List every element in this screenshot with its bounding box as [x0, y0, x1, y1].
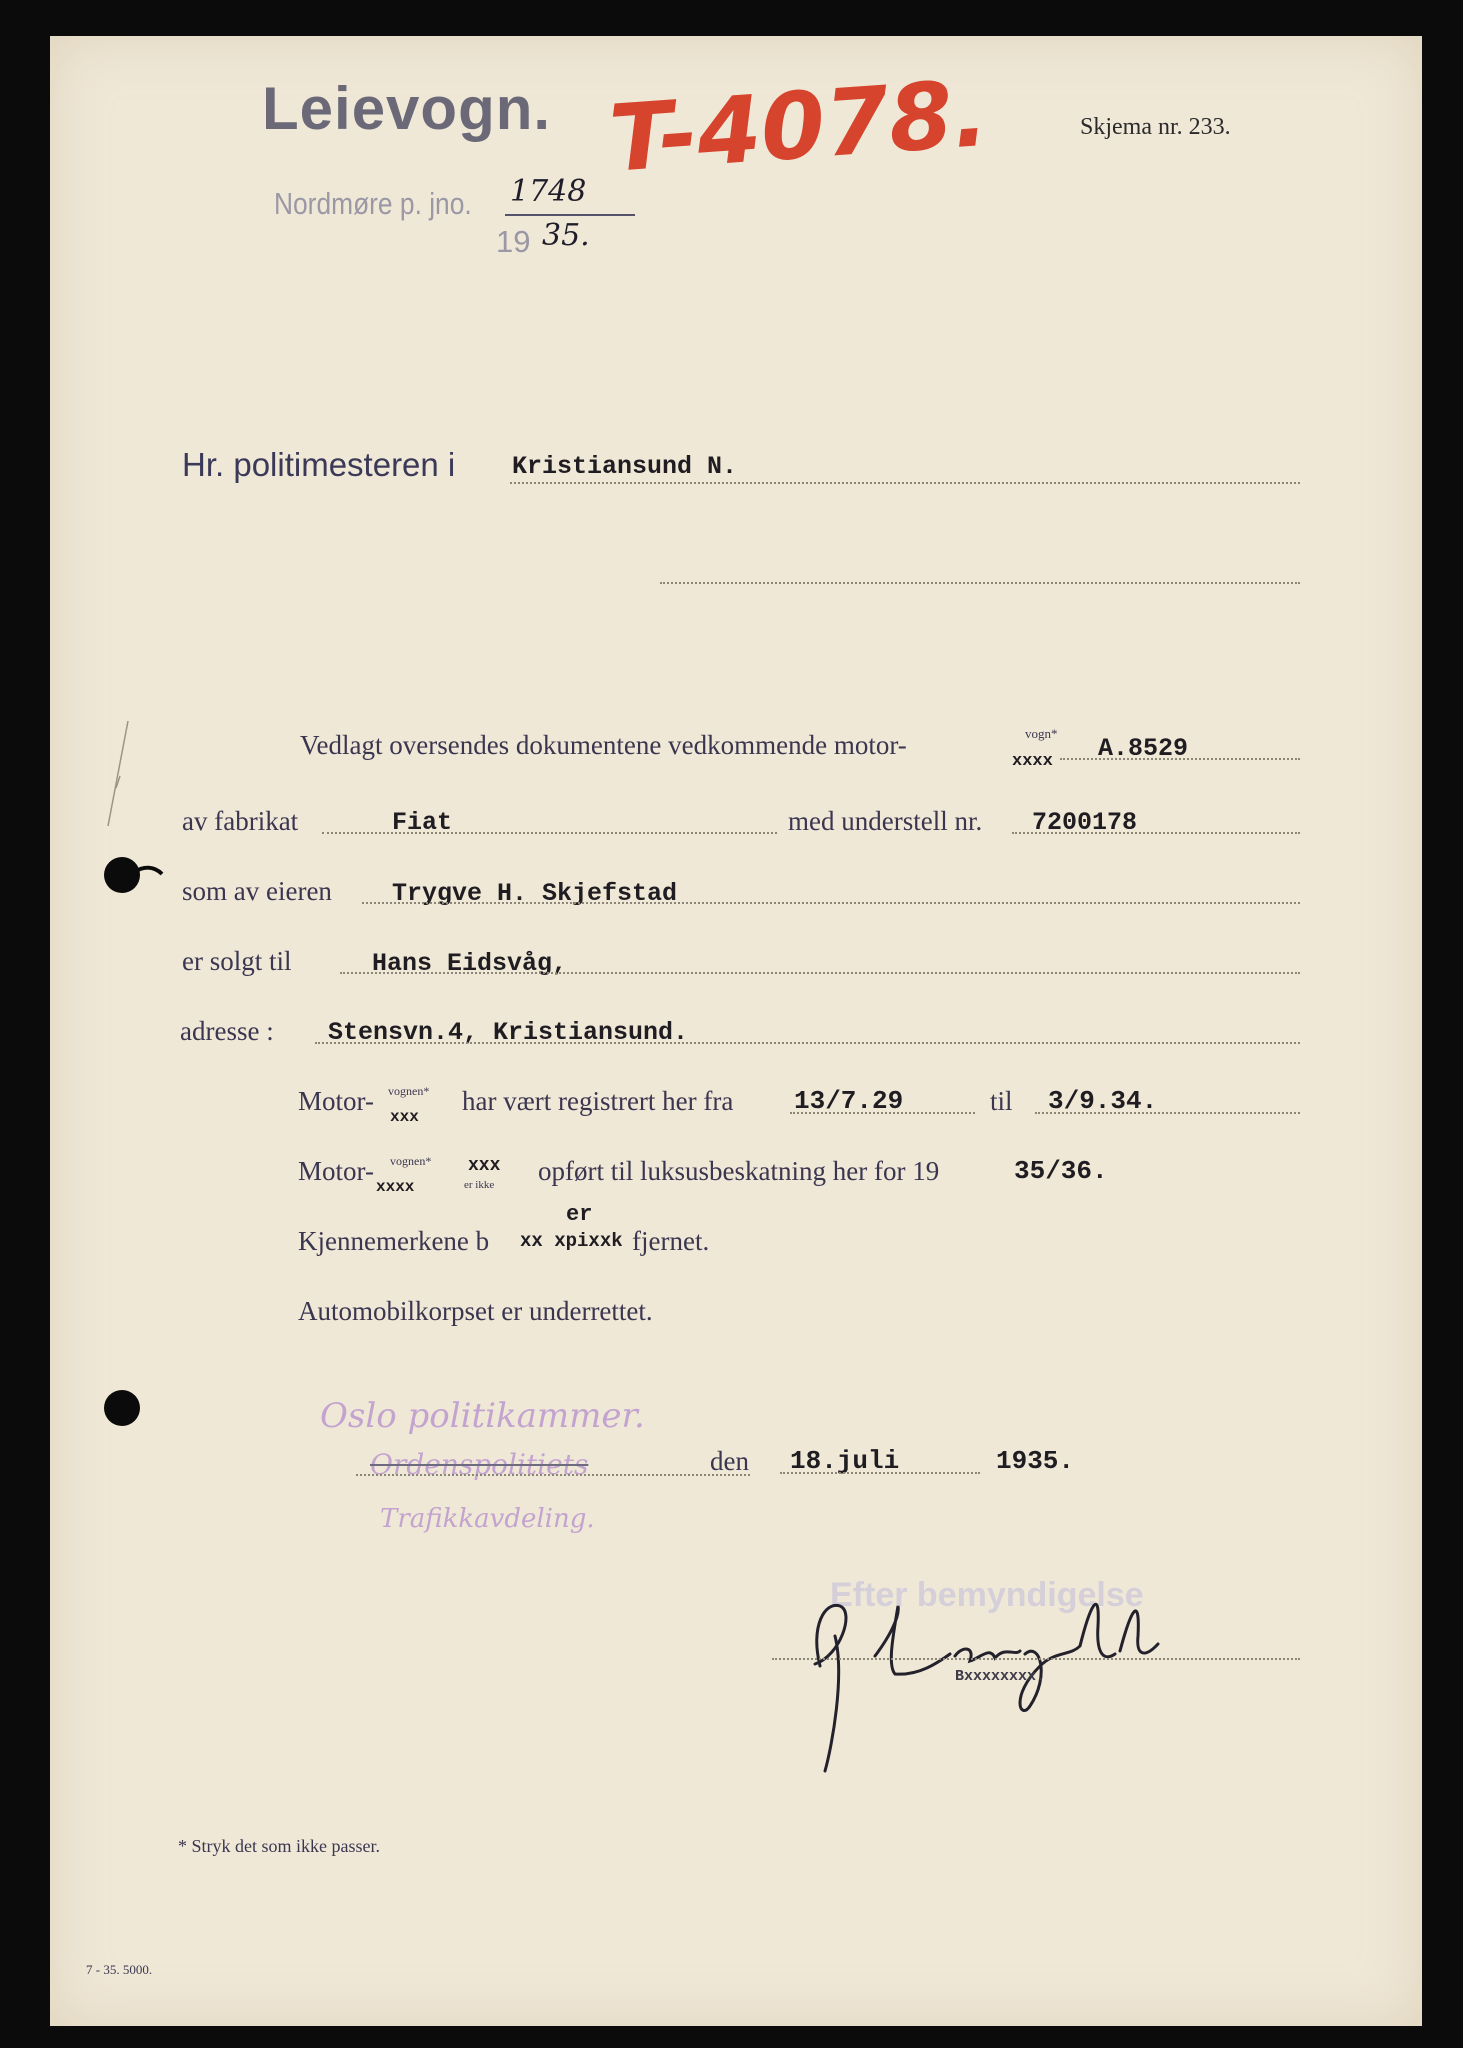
tax-sup: vognen* [390, 1154, 432, 1168]
date-year: 1935. [996, 1446, 1075, 1476]
office-stamp-line3: Trafikkavdeling. [380, 1504, 595, 1534]
buyer-label: er solgt til [182, 946, 292, 976]
recipient-place: Kristiansund N. [512, 452, 738, 481]
date-dots [780, 1472, 980, 1474]
margin-pencil-mark [100, 716, 140, 836]
vogn-struck: xxxx [1012, 752, 1053, 771]
tax-motor: Motor- [298, 1156, 374, 1186]
date-day-month: 18.juli [790, 1446, 900, 1476]
to-date: 3/9.34. [1048, 1086, 1158, 1116]
plates-text-b: fjernet. [632, 1226, 710, 1256]
year-handwritten: 35. [542, 218, 590, 253]
owner-value: Trygve H. Skjefstad [392, 879, 678, 908]
buyer-value: Hans Eidsvåg, [372, 949, 568, 978]
leievogn-stamp: Leievogn. [262, 75, 552, 142]
tax-year: 35/36. [1014, 1156, 1108, 1186]
tax-er-ikke: er ikke [464, 1179, 495, 1191]
vogn-superscript: vogn* [1025, 726, 1058, 741]
document-page [50, 36, 1422, 2026]
owner-dots [362, 902, 1300, 904]
line1-dots [1060, 758, 1300, 760]
chassis-dots [1012, 832, 1300, 834]
til-label: til [990, 1086, 1013, 1116]
stamp-dots [356, 1474, 750, 1476]
address-label: adresse : [180, 1016, 274, 1046]
from-dots [790, 1112, 975, 1114]
punch-hole-tear [134, 864, 164, 884]
automobile-corps-note: Automobilkorpset er underrettet. [298, 1296, 653, 1326]
signature-line [772, 1658, 1300, 1660]
authority-stamp: Efter bemyndigelse [830, 1576, 1144, 1614]
handwritten-signature [780, 1546, 1180, 1786]
address-line-1 [510, 482, 1300, 484]
office-stamp-line2: Ordenspolitiets [370, 1448, 589, 1481]
form-number: Skjema nr. 233. [1080, 114, 1231, 140]
registered-motor: Motor- [298, 1086, 374, 1116]
owner-label: som av eieren [182, 876, 332, 906]
registered-struck: xxx [390, 1108, 419, 1126]
registered-sup: vognen* [388, 1084, 430, 1098]
make-label: av fabrikat [182, 806, 299, 836]
tax-er-struck: xxx [468, 1156, 501, 1176]
title-struck: Bxxxxxxxx. [955, 1668, 1046, 1685]
chassis-value: 7200178 [1032, 808, 1138, 837]
journal-label: Nordmøre p. jno. [274, 186, 472, 221]
plates-er: er [566, 1202, 593, 1227]
tax-text: opført til luksusbeskatning her for 19 [538, 1156, 940, 1186]
registered-text: har vært registrert her fra [462, 1086, 734, 1116]
intro-text: Vedlagt oversendes dokumentene vedkommende motor- [300, 730, 907, 760]
chassis-label: med understell nr. [788, 806, 983, 836]
print-code: 7 - 35. 5000. [86, 1962, 153, 1977]
footnote: * Stryk det som ikke passer. [178, 1836, 380, 1856]
journal-line [505, 214, 635, 216]
registration-number: A.8529 [1098, 734, 1189, 763]
from-date: 13/7.29 [794, 1086, 904, 1116]
punch-hole-bottom [104, 1390, 140, 1426]
journal-number: 1748 [510, 174, 587, 209]
case-number-red: T-4078. [606, 59, 992, 193]
address-line-2 [660, 582, 1300, 584]
buyer-dots [340, 972, 1300, 974]
address-value: Stensvn.4, Kristiansund. [328, 1018, 689, 1047]
make-dots [322, 832, 777, 834]
plates-struck: xx xpixxk [520, 1230, 623, 1252]
salutation: Hr. politimesteren i [182, 446, 456, 483]
plates-text-a: Kjennemerkene b [298, 1226, 490, 1256]
to-dots [1035, 1112, 1300, 1114]
date-den: den [710, 1446, 749, 1476]
office-stamp-line1: Oslo politikammer. [320, 1396, 645, 1436]
make-value: Fiat [392, 808, 453, 837]
tax-struck: xxxx [376, 1178, 415, 1196]
year-prefix: 19 [496, 224, 531, 259]
address-dots [315, 1042, 1300, 1044]
